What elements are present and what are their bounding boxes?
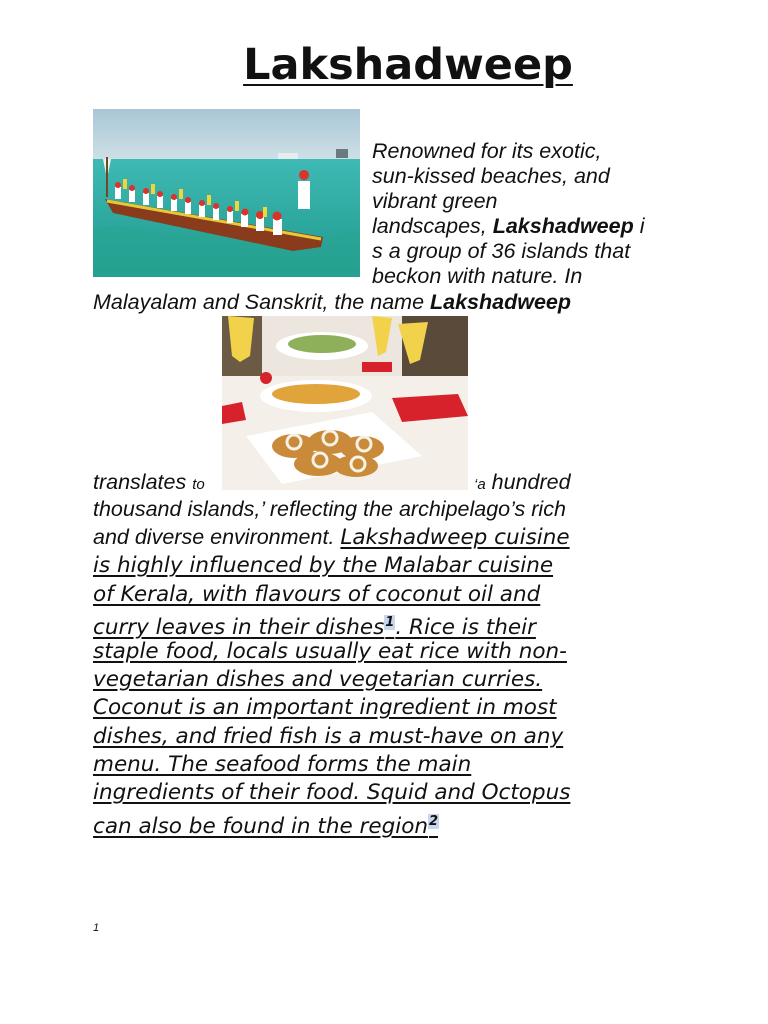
footnote-marker: 1 bbox=[93, 922, 100, 934]
underlined-line-8: dishes, and fried fish is a must-have on any bbox=[93, 724, 564, 749]
underlined-line-7: Coconut is an important ingredient in most bbox=[93, 695, 557, 720]
seafood-platter-image bbox=[222, 316, 468, 490]
underlined-line-4: curry leaves in their dishes$^1$. Rice is their bbox=[93, 615, 536, 641]
intro-line-6: beckon with nature. In bbox=[372, 264, 583, 288]
underlined-line-9: menu. The seafood forms the main bbox=[93, 752, 472, 777]
boat-race-image bbox=[93, 109, 360, 277]
underlined-line-6: vegetarian dishes and vegetarian curries. bbox=[93, 667, 543, 692]
footnote-ref-1[interactable]: 1 bbox=[385, 615, 395, 630]
hundred-text: ‘a hundred bbox=[474, 470, 571, 494]
underlined-line-11: can also be found in the region$^2$ bbox=[93, 814, 439, 840]
underlined-line-2: is highly influenced by the Malabar cuisine bbox=[93, 553, 554, 578]
intro-line-5: s a group of 36 islands that bbox=[372, 239, 631, 263]
intro-line-4: landscapes, Lakshadweep i bbox=[372, 214, 645, 238]
intro-line-2: sun-kissed beaches, and bbox=[372, 164, 610, 188]
underlined-line-5: staple food, locals usually eat rice with non- bbox=[93, 639, 567, 664]
footnote-ref-2[interactable]: 2 bbox=[428, 814, 439, 829]
intro-line-1: Renowned for its exotic, bbox=[372, 139, 602, 163]
underlined-line-3: of Kerala, with flavours of coconut oil and bbox=[93, 582, 541, 607]
page-title: Lakshadweep bbox=[243, 40, 573, 90]
intro-line-7: Malayalam and Sanskrit, the name Lakshadweep bbox=[93, 290, 571, 314]
underlined-text: Lakshadweep cuisine bbox=[340, 525, 570, 550]
body-line-diverse: and diverse environment. Lakshadweep cuisine bbox=[93, 525, 570, 550]
translates-line: translates to bbox=[93, 470, 205, 494]
underlined-line-10: ingredients of their food. Squid and Octopus bbox=[93, 780, 571, 805]
intro-line-3: vibrant green bbox=[372, 189, 498, 213]
body-line-thousand: thousand islands,’ reflecting the archipelago’s rich bbox=[93, 497, 566, 521]
